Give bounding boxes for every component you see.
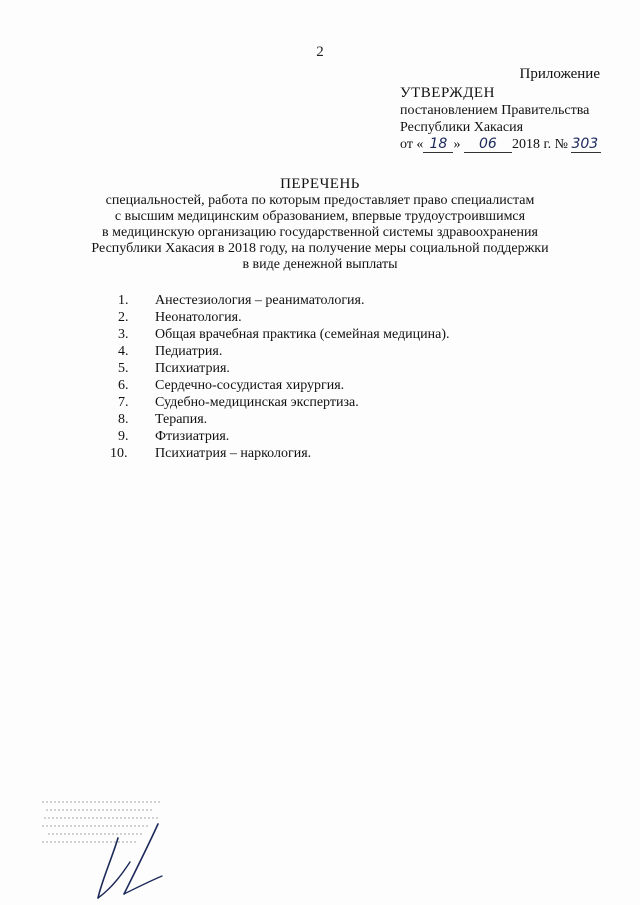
approval-line-2: Республики Хакасия — [400, 120, 524, 135]
document-subtitle — [90, 193, 550, 273]
item-number: 3. — [118, 327, 129, 342]
approval-line-1: постановлением Правительства — [400, 103, 590, 118]
subtitle-line: специальностей, работа по которым предоставляет право специалистам — [105, 193, 535, 208]
list-item — [110, 411, 530, 428]
item-text: Сердечно-сосудистая хирургия. — [155, 378, 345, 393]
item-text: Неонатология. — [155, 310, 242, 325]
handwritten-month: 06 — [464, 136, 512, 153]
list-item — [110, 377, 530, 394]
item-text: Анестезиология – реаниматология. — [155, 293, 365, 308]
list-item — [110, 326, 530, 343]
subtitle-line: Республики Хакасия в 2018 году, на получение меры социальной поддержки — [91, 241, 549, 256]
item-text: Фтизиатрия. — [155, 429, 230, 444]
year-text: 2018 г. № — [511, 137, 568, 152]
item-number: 1. — [118, 293, 129, 308]
item-number: 4. — [118, 344, 129, 359]
approval-block — [400, 85, 630, 153]
subtitle-line: в виде денежной выплаты — [242, 257, 398, 272]
list-item — [110, 343, 530, 360]
item-number: 7. — [118, 395, 129, 410]
item-text: Судебно-медицинская экспертиза. — [155, 395, 359, 410]
appendix-label: Приложение — [519, 66, 600, 82]
list-item — [110, 445, 530, 462]
item-text: Психиатрия. — [155, 361, 230, 376]
subtitle-line: с высшим медицинским образованием, впервые трудоустроившимся — [114, 209, 526, 224]
page-number: 2 — [316, 44, 324, 60]
list-item — [110, 309, 530, 326]
list-item — [110, 292, 530, 309]
date-prefix: от « — [400, 137, 424, 152]
signature-graphic — [88, 818, 178, 902]
quote-close: » — [453, 137, 461, 152]
item-text: Психиатрия – наркология. — [155, 446, 312, 461]
list-item — [110, 360, 530, 377]
specialties-list — [110, 292, 530, 462]
document-title: ПЕРЕЧЕНЬ — [280, 176, 360, 192]
item-text: Педиатрия. — [155, 344, 223, 359]
list-item — [110, 394, 530, 411]
handwritten-number: 303 — [571, 136, 601, 153]
item-number: 6. — [118, 378, 129, 393]
item-number: 10. — [110, 446, 128, 461]
subtitle-line: в медицинскую организацию государственной системы здравоохранения — [102, 225, 538, 240]
item-text: Терапия. — [155, 412, 208, 427]
item-text: Общая врачебная практика (семейная медицина). — [155, 327, 450, 342]
item-number: 2. — [118, 310, 129, 325]
item-number: 5. — [118, 361, 129, 376]
approval-date-line — [400, 136, 630, 153]
handwritten-day: 18 — [423, 136, 453, 153]
item-number: 9. — [118, 429, 129, 444]
list-item — [110, 428, 530, 445]
item-number: 8. — [118, 412, 129, 427]
approval-heading: УТВЕРЖДЕН — [400, 85, 495, 101]
